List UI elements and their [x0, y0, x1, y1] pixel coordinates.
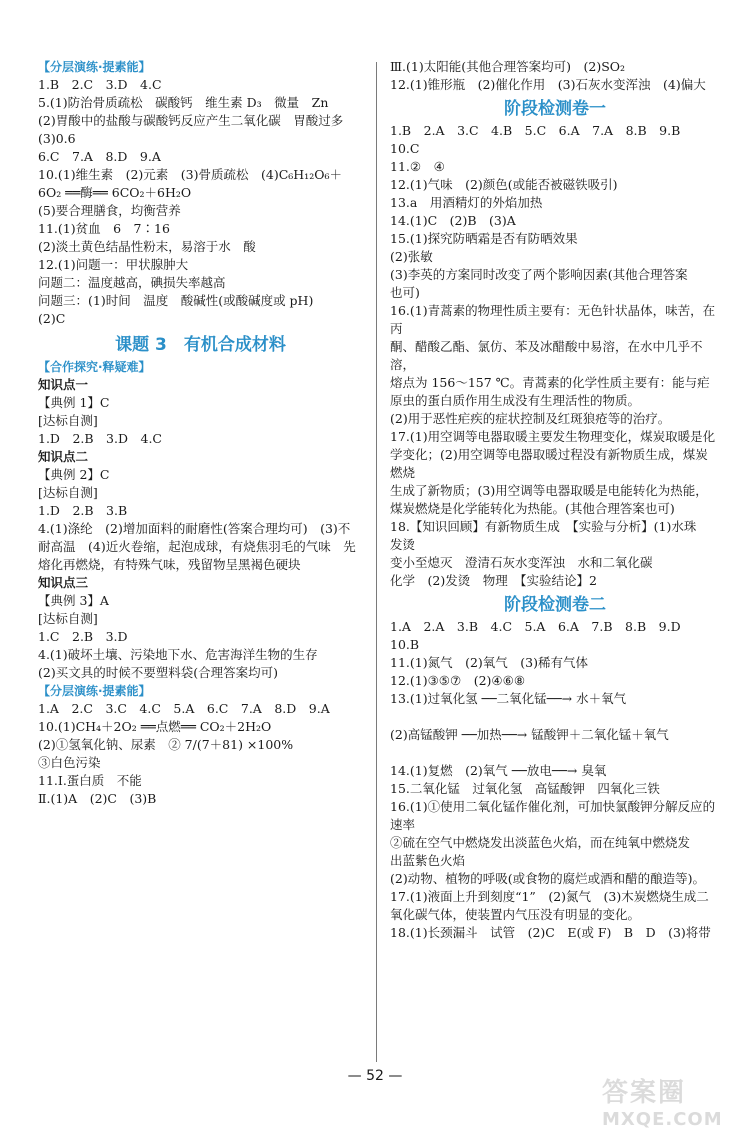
answer-line: 11.(1)氮气 (2)氧气 (3)稀有气体 [390, 655, 588, 670]
answer-line: 12.(1)③⑤⑦ (2)④⑥⑧ [390, 673, 526, 688]
answer-line: 问题二：温度越高，碘损失率越高 [38, 275, 226, 290]
answer-line: (5)要合理膳食，均衡营养 [38, 203, 181, 218]
answer-line: (2)买文具的时候不要塑料袋(合理答案均可) [38, 665, 278, 680]
answer-line: 问题三：(1)时间 温度 酸碱性(或酸碱度或 pH) [38, 293, 314, 308]
answer-line: 【典例 3】A [38, 593, 109, 608]
knowledge-point-heading: 知识点三 [38, 575, 89, 590]
answer-line: 耐高温 (4)近火卷缩，起泡成球，有烧焦羽毛的气味 先 [38, 539, 356, 554]
section-tag: 【分层演练·提素能】 [38, 60, 151, 74]
answer-line: 原虫的蛋白质作用生成没有生理活性的物质。 [390, 393, 641, 408]
knowledge-point-heading: 知识点二 [38, 449, 89, 464]
answer-line: (3)李英的方案同时改变了两个影响因素(其他合理答案 [390, 267, 688, 282]
answer-line [390, 708, 720, 726]
answer-line: ②硫在空气中燃烧发出淡蓝色火焰，而在纯氧中燃烧发 [390, 835, 691, 850]
answer-line: (2)张敏 [390, 249, 433, 264]
stage-test-title: 阶段检测卷二 [504, 595, 606, 615]
answer-line: 17.(1)用空调等电器取暖主要发生物理变化，煤炭取暖是化 [390, 429, 716, 444]
answer-line: [达标自测] [38, 611, 98, 626]
answer-line: [达标自测] [38, 413, 98, 428]
watermark-logo [602, 1072, 742, 1130]
answer-line: 14.(1)C (2)B (3)A [390, 213, 516, 228]
answer-line: 4.(1)破坏土壤、污染地下水、危害海洋生物的生存 [38, 647, 318, 662]
watermark-top-text: 答案圈 [602, 1078, 687, 1108]
answer-line: 酮、醋酸乙酯、氯仿、苯及冰醋酸中易溶，在水中几乎不溶， [390, 339, 703, 372]
answer-line: ③白色污染 [38, 755, 101, 770]
answer-line: 18.【知识回顾】有新物质生成 【实验与分析】(1)水珠 发烫 [390, 519, 709, 552]
answer-line: 6O₂ ══酶══ 6CO₂＋6H₂O [38, 185, 192, 200]
left-column [38, 58, 363, 808]
page-number: — 52 — [347, 1068, 403, 1084]
answer-line: 15.(1)探究防晒霜是否有防晒效果 [390, 231, 578, 246]
answer-line: 6.C 7.A 8.D 9.A [38, 149, 161, 164]
answer-line: Ⅲ.(1)太阳能(其他合理答案均可) (2)SO₂ [390, 59, 626, 74]
answer-line: 13.(1)过氧化氢 ──二氧化锰──→ 水＋氧气 [390, 691, 627, 706]
knowledge-point-heading: 知识点一 [38, 377, 89, 392]
answer-line: 1.A 2.A 3.B 4.C 5.A 6.A 7.B 8.B 9.D 10.B [390, 619, 694, 652]
section-tag: 【合作探究·释疑难】 [38, 360, 151, 374]
answer-line: 生成了新物质；(3)用空调等电器取暖是电能转化为热能， [390, 483, 708, 498]
stage-test-title: 阶段检测卷一 [504, 99, 606, 119]
answer-line: 熔点为 156～157 ℃。青蒿素的化学性质主要有：能与疟 [390, 375, 710, 390]
answer-line: (2)动物、植物的呼吸(或食物的腐烂或酒和醋的酿造等)。 [390, 871, 705, 886]
answer-line: (3)0.6 [38, 131, 76, 146]
section-tag: 【分层演练·提素能】 [38, 684, 151, 698]
answer-line: 1.B 2.C 3.D 4.C [38, 77, 162, 92]
answer-line: 出蓝紫色火焰 [390, 853, 466, 868]
column-divider [376, 62, 377, 1062]
answer-line [390, 744, 720, 762]
answer-line: 15.二氧化锰 过氧化氢 高锰酸钾 四氧化三铁 [390, 781, 660, 796]
answer-line: Ⅱ.(1)A (2)C (3)B [38, 791, 157, 806]
answer-line: 变小至熄灭 澄清石灰水变浑浊 水和二氧化碳 [390, 555, 653, 570]
answer-line: (2)胃酸中的盐酸与碳酸钙反应产生二氧化碳 胃酸过多 [38, 113, 344, 128]
answer-line: 18.(1)长颈漏斗 试管 (2)C E(或 F) B D (3)将带 [390, 925, 711, 940]
answer-line: 4.(1)涤纶 (2)增加面料的耐磨性(答案合理均可) (3)不 [38, 521, 351, 536]
answer-line: 速率 [390, 817, 416, 832]
answer-line: (2)①氢氧化钠、尿素 ② 7/(7＋81) ×100% [38, 737, 294, 752]
answer-line: 【典例 2】C [38, 467, 110, 482]
answer-line: 13.a 用酒精灯的外焰加热 [390, 195, 543, 210]
answer-line: 煤炭燃烧是化学能转化为热能。(其他合理答案也可) [390, 501, 675, 516]
answer-line: 熔化再燃烧，有特殊气味，残留物呈黑褐色硬块 [38, 557, 301, 572]
answer-line: 5.(1)防治骨质疏松 碳酸钙 维生素 D₃ 微量 Zn [38, 95, 329, 110]
answer-line: 1.A 2.C 3.C 4.C 5.A 6.C 7.A 8.D 9.A [38, 701, 330, 716]
answer-line: 10.(1)CH₄＋2O₂ ══点燃══ CO₂＋2H₂O [38, 719, 272, 734]
lesson-title: 课题 3 有机合成材料 [115, 335, 286, 355]
answer-line: 化学 (2)发烫 物理 【实验结论】2 [390, 573, 597, 588]
answer-line: 12.(1)问题一：甲状腺肿大 [38, 257, 189, 272]
answer-line: 1.B 2.A 3.C 4.B 5.C 6.A 7.A 8.B 9.B 10.C [390, 123, 693, 156]
answer-line: 11.Ⅰ.蛋白质 不能 [38, 773, 142, 788]
answer-line: 11.(1)贫血 6 7∶16 [38, 221, 170, 236]
answer-line: 12.(1)锥形瓶 (2)催化作用 (3)石灰水变浑浊 (4)偏大 [390, 77, 706, 92]
answer-line: [达标自测] [38, 485, 98, 500]
answer-line: 1.D 2.B 3.B [38, 503, 128, 518]
answer-line: (2)淡土黄色结晶性粉末，易溶于水 酸 [38, 239, 256, 254]
answer-line: 1.D 2.B 3.D 4.C [38, 431, 162, 446]
answer-line: 16.(1)①使用二氧化锰作催化剂，可加快氯酸钾分解反应的 [390, 799, 716, 814]
answer-line: 17.(1)液面上升到刻度“1” (2)氮气 (3)木炭燃烧生成二 [390, 889, 709, 904]
right-column [390, 58, 720, 942]
answer-line: 学变化；(2)用空调等电器取暖过程没有新物质生成，煤炭燃烧 [390, 447, 708, 480]
answer-line: (2)用于恶性疟疾的症状控制及红斑狼疮等的治疗。 [390, 411, 671, 426]
answer-line: 10.(1)维生素 (2)元素 (3)骨质疏松 (4)C₆H₁₂O₆＋ [38, 167, 342, 182]
watermark-bottom-text: MXQE.COM [602, 1109, 723, 1130]
answer-line: 14.(1)复燃 (2)氧气 ──放电──→ 臭氧 [390, 763, 607, 778]
answer-line: (2)C [38, 311, 66, 326]
answer-line: 12.(1)气味 (2)颜色(或能否被磁铁吸引) [390, 177, 618, 192]
answer-line: 【典例 1】C [38, 395, 110, 410]
answer-line: 1.C 2.B 3.D [38, 629, 128, 644]
answer-line: 也可) [390, 285, 420, 300]
answer-line: 11.② ④ [390, 159, 445, 174]
answer-line: 16.(1)青蒿素的物理性质主要有：无色针状晶体，味苦，在丙 [390, 303, 716, 336]
answer-line: (2)高锰酸钾 ──加热──→ 锰酸钾＋二氧化锰＋氧气 [390, 727, 669, 742]
answer-line: 氧化碳气体，使装置内气压没有明显的变化。 [390, 907, 641, 922]
